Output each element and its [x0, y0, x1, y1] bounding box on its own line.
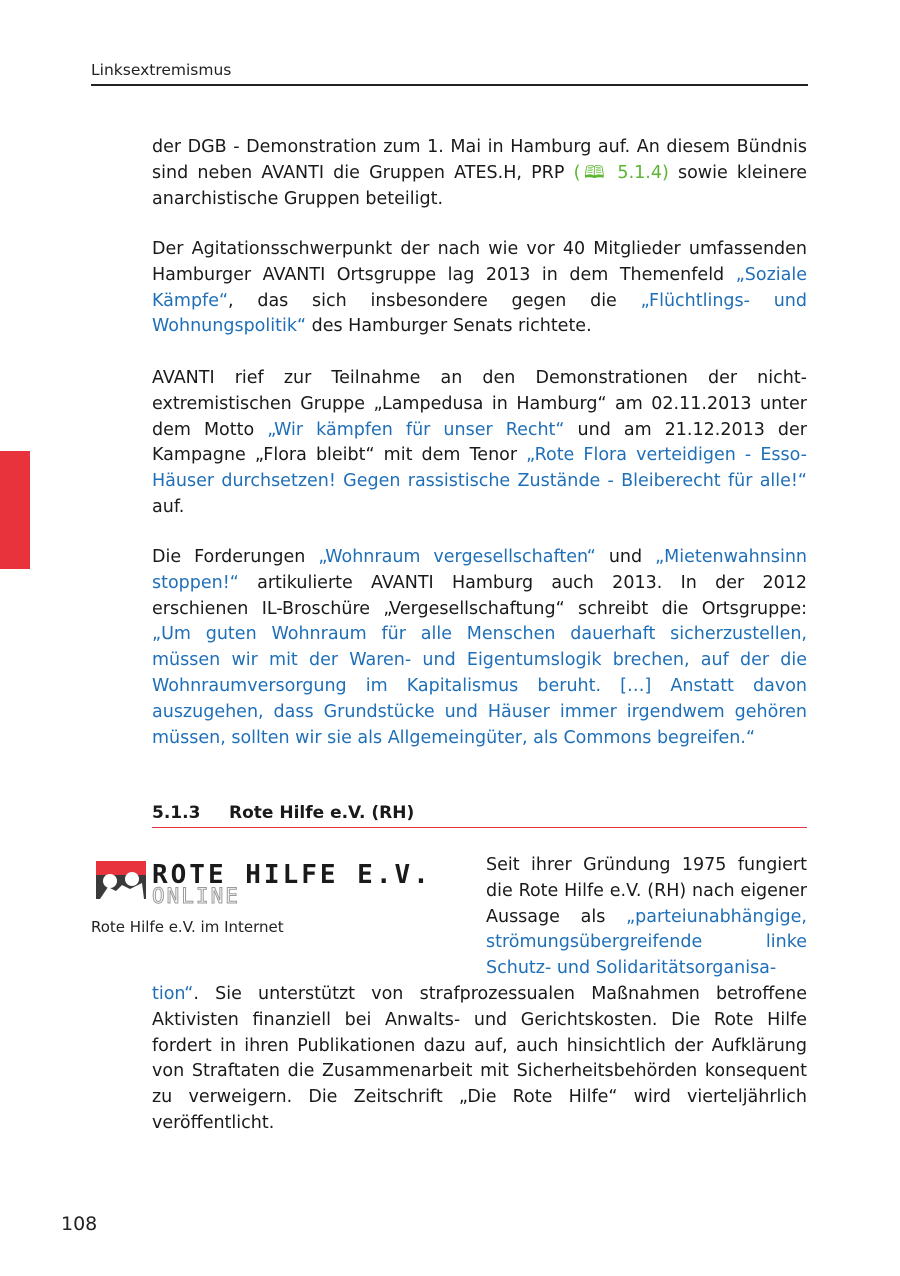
p1-text-b: sowie kleinere anarchistische Gruppen beteiligt. [152, 162, 807, 209]
p3-quote-2: „Rote Flora verteidigen - Esso-Häuser durchsetzen! Gegen rassistische Zustände - Bleiberecht für alle!“ [152, 445, 807, 492]
page-number: 108 [61, 1213, 98, 1235]
p4-quote-1: „Wohnraum vergesellschaften“ [318, 547, 596, 567]
p4-text-b: und [595, 547, 656, 567]
chapter-tab-marker [0, 451, 30, 569]
p3-text-c: auf. [152, 496, 185, 517]
section-rule [152, 827, 807, 828]
paragraph-1 [152, 135, 807, 212]
section-title: Rote Hilfe e.V. (RH) [229, 803, 415, 823]
section-heading [152, 803, 807, 823]
header-rule [91, 84, 808, 86]
logo-red-band [96, 861, 146, 875]
paragraph-3 [152, 366, 807, 521]
p2-quote-2: „Flüchtlings- und Wohnungspolitik“ [152, 290, 807, 337]
p1-text-a: der DGB - Demonstration zum 1. Mai in Hamburg auf. An diesem Bündnis sind neben AVANTI die Gruppen ATES.H, PRP [152, 137, 807, 183]
p4-text-a: Die Forderungen [152, 547, 319, 567]
p5-text-rest: . Sie unterstützt von strafprozessualen Maßnahmen betroffene Aktivisten finanziell bei Anwalts- und Gerichtskosten. Die Rote Hilfe fordert in ihren Publikationen dazu auf, auch hinsichtlich der Aufklärung von Straftaten die Zusammenarbeit mit Sicherheitsbehörden konsequent zu verweigern. Die Zeitschrift „Die Rote Hilfe“ wird vierteljährlich veröffentlicht. [152, 984, 807, 1133]
logo-figure-head-right [125, 872, 139, 886]
logo-wordmark: ROTE HILFE E.V. [152, 860, 432, 890]
paragraph-5-wrapped-part [486, 853, 807, 982]
p3-text-a: AVANTI rief zur Teilnahme an den Demonstrationen der nicht-extremistischen Gruppe „Lampedusa in Hamburg“ am 02.11.2013 unter dem Motto [152, 368, 807, 440]
p5-quote-start: „parteiunabhängige, strömungsübergreifende linke Schutz- und Solidaritätsorganisa- [486, 906, 807, 979]
p4-text-c: artikulierte AVANTI Hamburg auch 2013. In der 2012 erschienen IL-Broschüre „Vergesellschaftung“ schreibt die Ortsgruppe: [152, 572, 807, 619]
running-header: Linksextremismus [91, 61, 232, 79]
p2-text-b: , das sich insbesondere gegen die [228, 290, 641, 311]
logo-figure-head-left [103, 874, 117, 888]
cross-reference-link[interactable]: (🕮 5.1.4) [573, 162, 669, 183]
p2-quote-1: „Soziale Kämpfe“ [152, 264, 807, 311]
rote-hilfe-logo [96, 857, 458, 905]
p3-text-b: und am 21.12.2013 der Kampagne „Flora bleibt“ mit dem Tenor [152, 419, 807, 466]
p5-text-a: Seit ihrer Gründung 1975 fungiert die Rote Hilfe e.V. (RH) nach eigener Aussage als [486, 855, 807, 927]
p3-quote-1: „Wir kämpfen für unser Recht“ [267, 419, 565, 440]
paragraph-5 [152, 982, 807, 1137]
logo-caption: Rote Hilfe e.V. im Internet [91, 918, 284, 936]
p2-text-c: des Hamburger Senats richtete. [306, 316, 592, 337]
p4-quote-3: „Um guten Wohnraum für alle Menschen dauerhaft sicherzustellen, müssen wir mit der Waren- und Eigentumslogik brechen, auf der die Wohnraumversorgung im Kapitalismus beruht. […] Anstatt davon auszugehen, dass Grundstücke und Häuser immer irgendwem gehören müssen, sollten wir sie als Allgemeingüter, als Commons begreifen.“ [152, 624, 807, 748]
paragraph-4 [152, 545, 807, 751]
section-number: 5.1.3 [152, 803, 201, 823]
p2-text-a: Der Agitationsschwerpunkt der nach wie vor 40 Mitglieder umfassenden Hamburger AVANTI Ortsgruppe lag 2013 in dem Themenfeld [152, 239, 807, 285]
p5-quote-end: tion“ [152, 984, 194, 1004]
paragraph-2 [152, 237, 807, 340]
logo-online-label: ONLINE [152, 884, 240, 905]
p4-quote-2: „Mietenwahnsinn stoppen!“ [152, 547, 808, 593]
